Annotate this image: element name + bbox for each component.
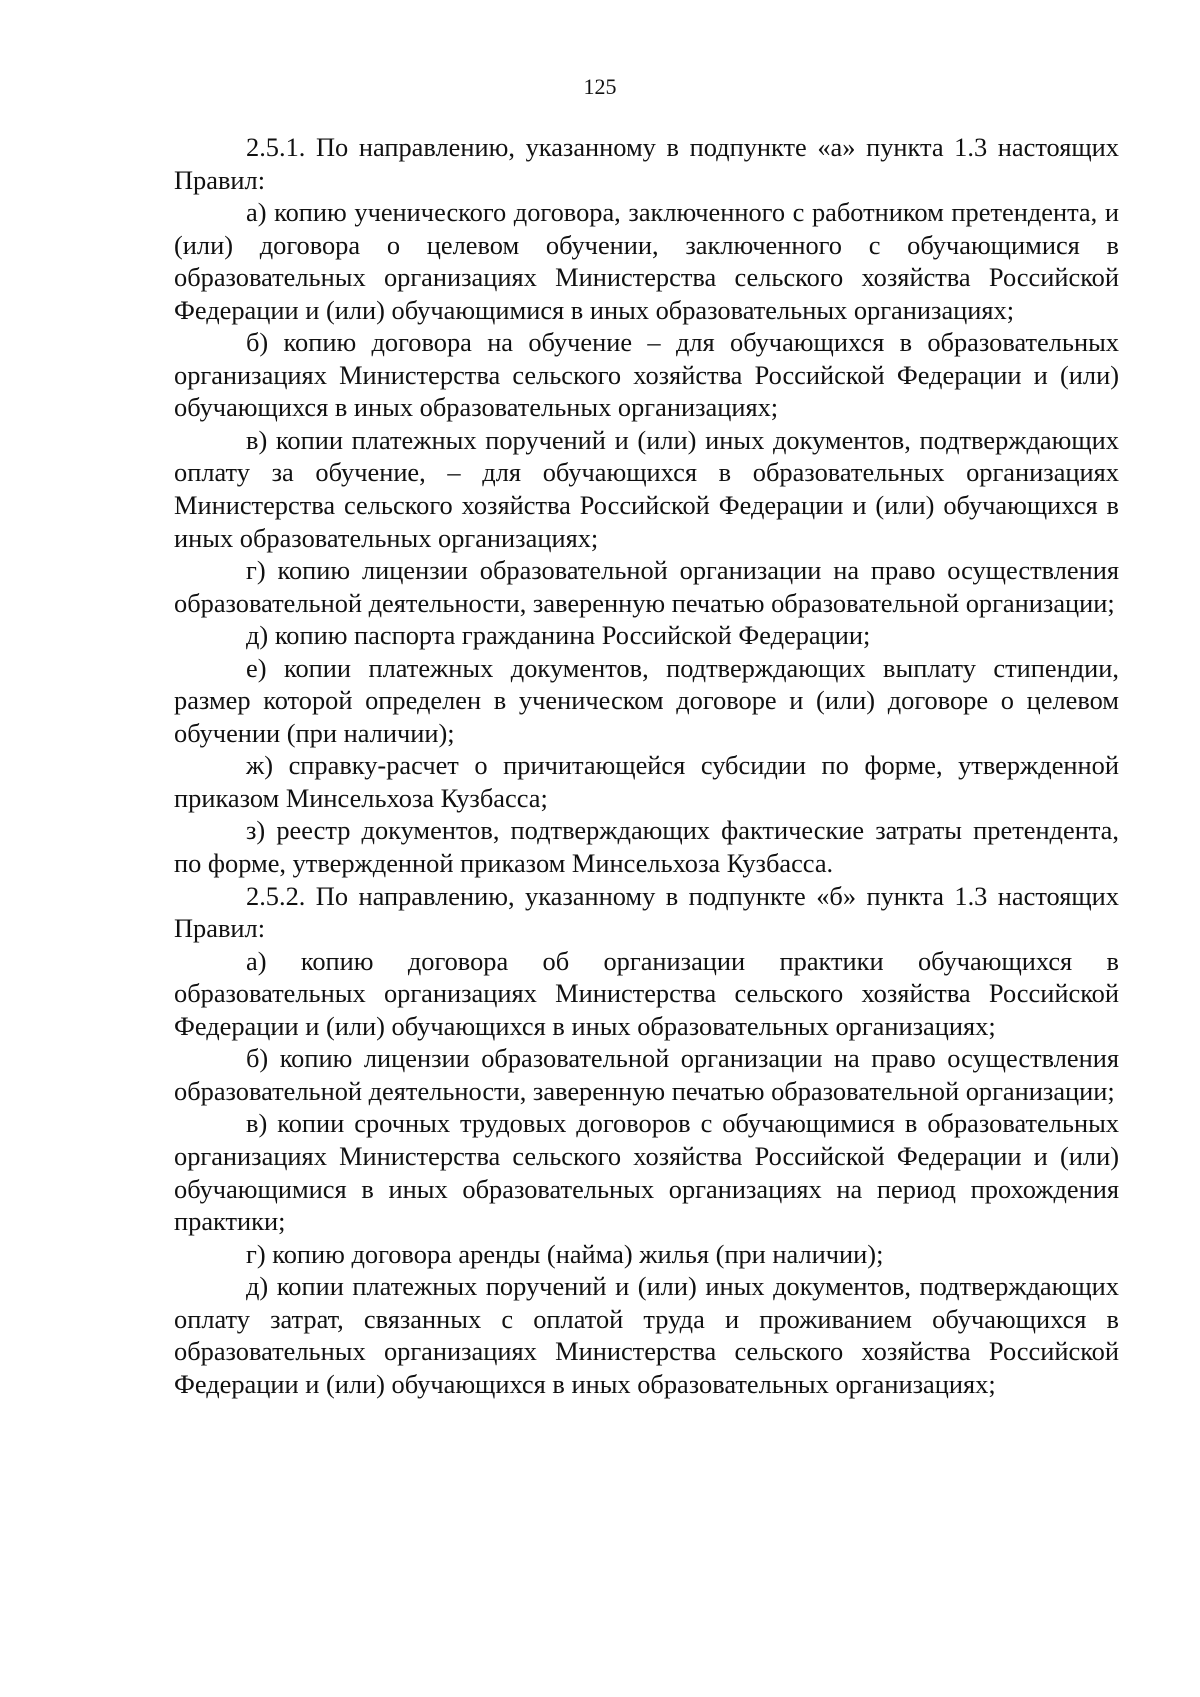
document-body: [174, 131, 1119, 1400]
list-item-v: в) копии платежных поручений и (или) иных документов, подтверждающих оплату за обучение, – для обучающихся в образовательных организациях Министерства сельского хозяйства Российской Федерации и (или) обучающихся в иных образовательных организациях;: [174, 424, 1119, 553]
list-item-v: в) копии срочных трудовых договоров с обучающимися в образовательных организациях Министерства сельского хозяйства Российской Федерации и (или) обучающимися в иных образовательных организациях на период прохождения практики;: [174, 1108, 1119, 1237]
paragraph-2-5-1-heading: 2.5.1. По направлению, указанному в подпункте «а» пункта 1.3 настоящих Правил:: [174, 132, 1119, 195]
list-item-b: б) копию договора на обучение – для обучающихся в образовательных организациях Министерства сельского хозяйства Российской Федерации и (или) обучающихся в иных образовательных организациях;: [174, 327, 1119, 423]
list-item-b: б) копию лицензии образовательной организации на право осуществления образовательной деятельности, заверенную печатью образовательной организации;: [174, 1043, 1119, 1106]
list-item-a: а) копию договора об организации практики обучающихся в образовательных организациях Министерства сельского хозяйства Российской Федерации и (или) обучающихся в иных образовательных организациях;: [174, 945, 1119, 1041]
list-item-zh: ж) справку-расчет о причитающейся субсидии по форме, утвержденной приказом Минсельхоза Кузбасса;: [174, 750, 1119, 813]
list-item-d: д) копию паспорта гражданина Российской Федерации;: [246, 620, 871, 651]
list-item-a: а) копию ученического договора, заключенного с работником претендента, и (или) договора о целевом обучении, заключенного с обучающимися в образовательных организациях Министерства сельского хозяйства Российской Федерации и (или) обучающимися в иных образовательных организациях;: [174, 197, 1119, 325]
list-item-g: г) копию договора аренды (найма) жилья (при наличии);: [246, 1238, 884, 1269]
list-item-g: г) копию лицензии образовательной организации на право осуществления образовательной деятельности, заверенную печатью образовательной организации;: [174, 555, 1119, 618]
paragraph-2-5-2-heading: 2.5.2. По направлению, указанному в подпункте «б» пункта 1.3 настоящих Правил:: [174, 880, 1119, 944]
page-number: 125: [583, 74, 617, 99]
list-item-d: д) копии платежных поручений и (или) иных документов, подтверждающих оплату затрат, связанных с оплатой труда и проживанием обучающихся в образовательных организациях Министерства сельского хозяйства Российской Федерации и (или) обучающихся в иных образовательных организациях;: [174, 1271, 1119, 1399]
list-item-e: е) копии платежных документов, подтверждающих выплату стипендии, размер которой определен в ученическом договоре и (или) договоре о целевом обучении (при наличии);: [174, 652, 1119, 748]
list-item-z: з) реестр документов, подтверждающих фактические затраты претендента, по форме, утвержденной приказом Минсельхоза Кузбасса.: [174, 815, 1119, 879]
